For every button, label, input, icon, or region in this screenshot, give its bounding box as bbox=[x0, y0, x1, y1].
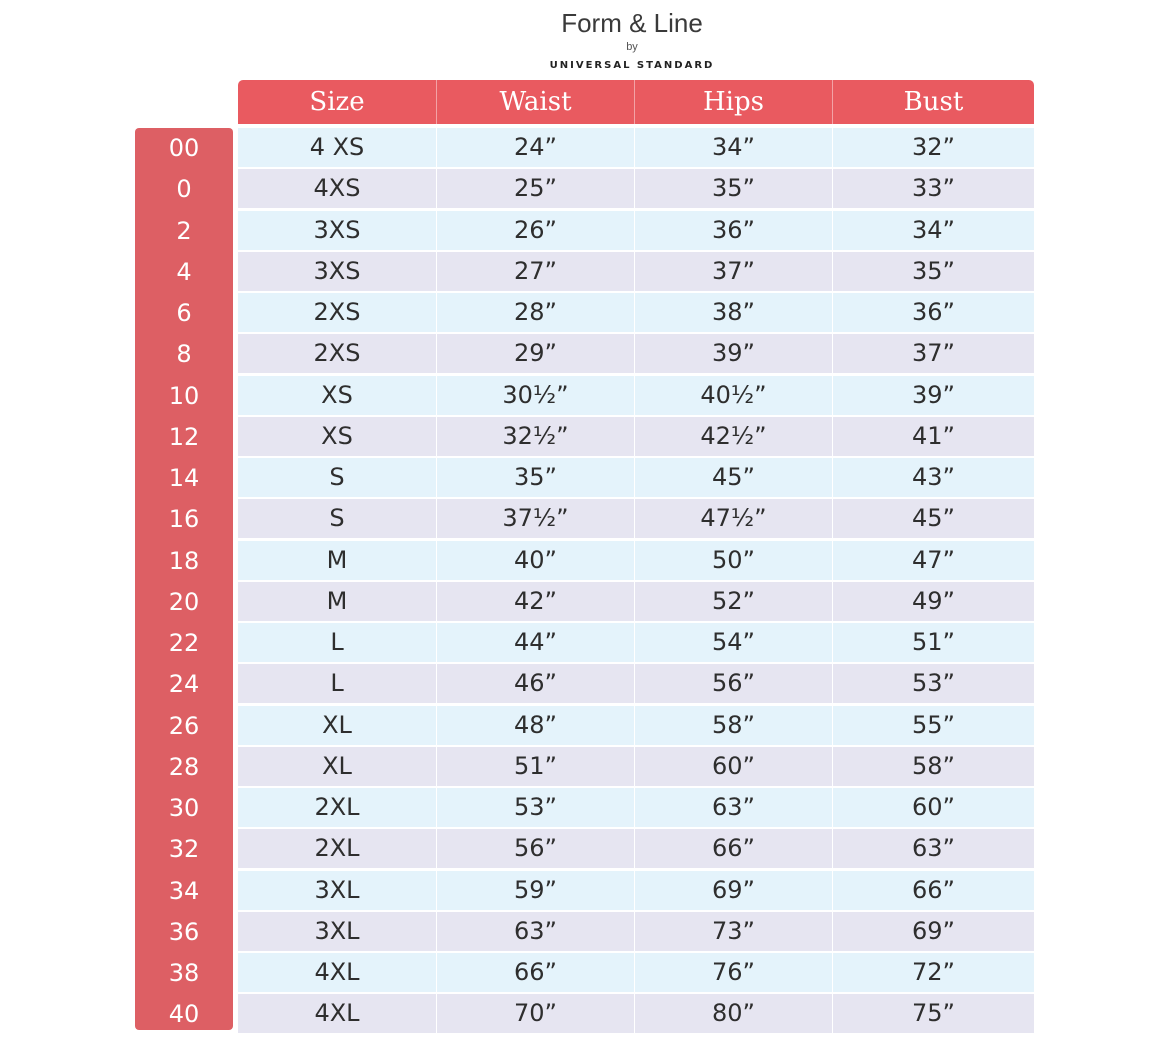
cell-hips: 34” bbox=[634, 128, 832, 167]
cell-bust: 58” bbox=[832, 747, 1034, 786]
cell-waist: 46” bbox=[436, 664, 634, 703]
cell-hips: 45” bbox=[634, 458, 832, 497]
table-row bbox=[238, 376, 1034, 415]
cell-size-letter: 4XL bbox=[314, 999, 360, 1028]
cell-waist: 70” bbox=[436, 994, 634, 1033]
brand-subtitle: UNIVERSAL STANDARD bbox=[549, 60, 715, 71]
table-row bbox=[238, 582, 1034, 621]
cell-waist: 26” bbox=[436, 211, 634, 250]
cell-waist: 32½” bbox=[436, 417, 634, 456]
cell-hips: 52” bbox=[634, 582, 832, 621]
table-row bbox=[238, 953, 1034, 992]
cell-size-letter: XS bbox=[321, 380, 353, 409]
cell-hips: 58” bbox=[634, 706, 832, 745]
cell-bust: 69” bbox=[832, 912, 1034, 951]
cell-hips: 54” bbox=[634, 623, 832, 662]
cell-size-letter: XL bbox=[322, 710, 352, 739]
cell-waist: 40” bbox=[436, 541, 634, 580]
cell-size-letter: S bbox=[329, 463, 345, 491]
cell-bust: 72” bbox=[832, 953, 1034, 992]
cell-size-letter: XS bbox=[321, 421, 353, 450]
cell-bust: 45” bbox=[832, 499, 1034, 538]
size-number: 34 bbox=[168, 876, 200, 905]
table-row bbox=[238, 541, 1034, 580]
size-number: 24 bbox=[168, 670, 200, 699]
cell-hips: 50” bbox=[634, 541, 832, 580]
size-number: 38 bbox=[168, 959, 200, 987]
size-number: 10 bbox=[168, 381, 200, 410]
cell-hips: 38” bbox=[634, 293, 832, 332]
cell-bust: 60” bbox=[832, 788, 1034, 827]
cell-size-letter: 3XS bbox=[313, 256, 361, 285]
cell-bust: 75” bbox=[832, 994, 1034, 1033]
cell-waist: 48” bbox=[436, 706, 634, 745]
cell-bust: 51” bbox=[832, 623, 1034, 662]
cell-bust: 55” bbox=[832, 706, 1034, 745]
cell-hips: 76” bbox=[634, 953, 832, 992]
cell-waist: 56” bbox=[436, 829, 634, 868]
cell-size-letter: M bbox=[326, 545, 348, 574]
cell-bust: 43” bbox=[832, 458, 1034, 497]
column-header-size-letter: Size bbox=[309, 87, 365, 117]
table-row bbox=[238, 912, 1034, 951]
size-number: 0 bbox=[176, 175, 192, 204]
column-header-waist: Waist bbox=[436, 80, 634, 124]
cell-hips: 39” bbox=[634, 334, 832, 373]
size-number: 00 bbox=[168, 134, 200, 162]
table-row bbox=[238, 623, 1034, 662]
size-number: 20 bbox=[168, 587, 200, 616]
table-row bbox=[238, 334, 1034, 373]
table-row bbox=[238, 252, 1034, 291]
size-number: 2 bbox=[176, 216, 192, 245]
column-header-hips: Hips bbox=[634, 80, 832, 124]
cell-size-letter: S bbox=[329, 504, 345, 533]
size-number: 18 bbox=[168, 546, 200, 575]
cell-hips: 42½” bbox=[634, 417, 832, 456]
size-table bbox=[238, 128, 1034, 1036]
size-number: 22 bbox=[168, 629, 200, 657]
cell-waist: 66” bbox=[436, 953, 634, 992]
brand-logo bbox=[0, 6, 1169, 74]
cell-bust: 39” bbox=[832, 376, 1034, 415]
table-row bbox=[238, 829, 1034, 868]
table-row bbox=[238, 169, 1034, 208]
cell-size-letter: 4 XS bbox=[309, 133, 365, 161]
cell-hips: 60” bbox=[634, 747, 832, 786]
cell-waist: 44” bbox=[436, 623, 634, 662]
table-row bbox=[238, 211, 1034, 250]
size-number: 30 bbox=[168, 794, 200, 822]
cell-size-letter: 3XS bbox=[313, 215, 361, 244]
size-number: 12 bbox=[168, 422, 200, 451]
cell-bust: 63” bbox=[832, 829, 1034, 868]
size-number: 36 bbox=[168, 917, 200, 946]
cell-bust: 41” bbox=[832, 417, 1034, 456]
cell-waist: 25” bbox=[436, 169, 634, 208]
table-row bbox=[238, 458, 1034, 497]
cell-bust: 33” bbox=[832, 169, 1034, 208]
size-number: 32 bbox=[168, 835, 200, 864]
brand-title: Form & Line bbox=[561, 8, 703, 38]
cell-size-letter: 2XL bbox=[314, 793, 360, 821]
table-row bbox=[238, 994, 1034, 1033]
cell-waist: 35” bbox=[436, 458, 634, 497]
cell-size-letter: 4XL bbox=[314, 958, 360, 986]
cell-hips: 80” bbox=[634, 994, 832, 1033]
table-row bbox=[238, 499, 1034, 538]
cell-waist: 63” bbox=[436, 912, 634, 951]
cell-waist: 53” bbox=[436, 788, 634, 827]
column-header-bust: Bust bbox=[832, 80, 1034, 124]
cell-waist: 27” bbox=[436, 252, 634, 291]
size-number: 28 bbox=[168, 752, 200, 781]
cell-hips: 69” bbox=[634, 871, 832, 910]
cell-waist: 29” bbox=[436, 334, 634, 373]
cell-size-letter: 3XL bbox=[314, 875, 360, 904]
size-number: 6 bbox=[176, 299, 192, 327]
cell-size-letter: L bbox=[330, 669, 344, 698]
size-number: 40 bbox=[168, 1000, 200, 1029]
size-number: 4 bbox=[176, 257, 192, 286]
cell-bust: 53” bbox=[832, 664, 1034, 703]
cell-hips: 56” bbox=[634, 664, 832, 703]
cell-hips: 37” bbox=[634, 252, 832, 291]
table-row bbox=[238, 788, 1034, 827]
size-number-column bbox=[135, 128, 233, 1030]
cell-size-letter: 2XS bbox=[313, 339, 361, 368]
cell-size-letter: M bbox=[326, 586, 348, 615]
cell-waist: 37½” bbox=[436, 499, 634, 538]
cell-waist: 28” bbox=[436, 293, 634, 332]
brand-by: by bbox=[626, 41, 638, 53]
cell-bust: 47” bbox=[832, 541, 1034, 580]
table-row bbox=[238, 293, 1034, 332]
cell-bust: 34” bbox=[832, 211, 1034, 250]
table-row bbox=[238, 871, 1034, 910]
cell-hips: 40½” bbox=[634, 376, 832, 415]
cell-size-letter: L bbox=[330, 628, 344, 656]
cell-waist: 42” bbox=[436, 582, 634, 621]
cell-bust: 66” bbox=[832, 871, 1034, 910]
table-row bbox=[238, 417, 1034, 456]
cell-bust: 32” bbox=[832, 128, 1034, 167]
size-number: 8 bbox=[176, 340, 192, 369]
cell-waist: 30½” bbox=[436, 376, 634, 415]
cell-waist: 59” bbox=[436, 871, 634, 910]
cell-hips: 63” bbox=[634, 788, 832, 827]
size-number: 26 bbox=[168, 711, 200, 740]
cell-hips: 36” bbox=[634, 211, 832, 250]
cell-size-letter: 3XL bbox=[314, 916, 360, 945]
cell-hips: 47½” bbox=[634, 499, 832, 538]
cell-hips: 66” bbox=[634, 829, 832, 868]
cell-hips: 35” bbox=[634, 169, 832, 208]
table-row bbox=[238, 664, 1034, 703]
table-row bbox=[238, 706, 1034, 745]
cell-size-letter: 2XL bbox=[314, 834, 360, 863]
table-row bbox=[238, 747, 1034, 786]
cell-bust: 36” bbox=[832, 293, 1034, 332]
cell-size-letter: 4XS bbox=[313, 174, 361, 203]
cell-size-letter: XL bbox=[322, 751, 352, 780]
cell-size-letter: 2XS bbox=[313, 298, 361, 326]
size-number: 14 bbox=[168, 464, 200, 492]
table-row bbox=[238, 128, 1034, 167]
cell-hips: 73” bbox=[634, 912, 832, 951]
cell-bust: 49” bbox=[832, 582, 1034, 621]
cell-bust: 37” bbox=[832, 334, 1034, 373]
size-number: 16 bbox=[168, 505, 200, 534]
cell-waist: 51” bbox=[436, 747, 634, 786]
table-header bbox=[238, 80, 1034, 124]
cell-waist: 24” bbox=[436, 128, 634, 167]
cell-bust: 35” bbox=[832, 252, 1034, 291]
